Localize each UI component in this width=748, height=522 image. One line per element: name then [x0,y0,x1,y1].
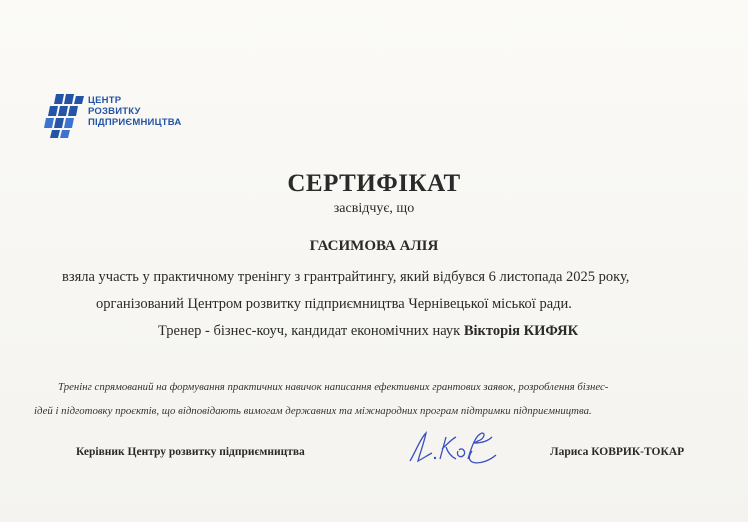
description-line-2: ідей і підготовку проєктів, що відповідають вимогам державних та міжнародних програм підтримки підприємництва. [34,405,592,417]
logo-line-3: ПІДПРИЄМНИЦТВА [88,117,182,128]
organizer-line: організований Центром розвитку підприємництва Чернівецької міської ради. [96,296,572,312]
certificate-title: СЕРТИФІКАТ [287,170,461,197]
logo-line-1: ЦЕНТР [88,95,122,106]
signatory-position: Керівник Центру розвитку підприємництва [76,446,305,458]
description-line-1: Тренінг спрямований на формування практичних навичок написання ефективних грантових заявок, розроблення бізнес- [58,381,609,393]
participation-line: взяла участь у практичному тренінгу з грантрайтингу, який відбувся 6 листопада 2025 року, [62,269,630,285]
trainer-line [158,323,578,340]
trainer-name: Вікторія КИФЯК [463,323,579,339]
logo-line-2: РОЗВИТКУ [88,106,141,117]
center-logo [42,92,192,144]
handwritten-signature-icon [402,425,502,470]
trainer-prefix: Тренер - бізнес-коуч, кандидат економічних наук [158,323,464,339]
signatory-name: Лариса КОВРИК-ТОКАР [550,446,685,458]
stacked-bars-logo-icon [42,92,86,142]
recipient-name: ГАСИМОВА АЛІЯ [309,238,439,254]
certificate-subtitle: засвідчує, що [333,201,415,216]
logo-text [88,95,181,128]
